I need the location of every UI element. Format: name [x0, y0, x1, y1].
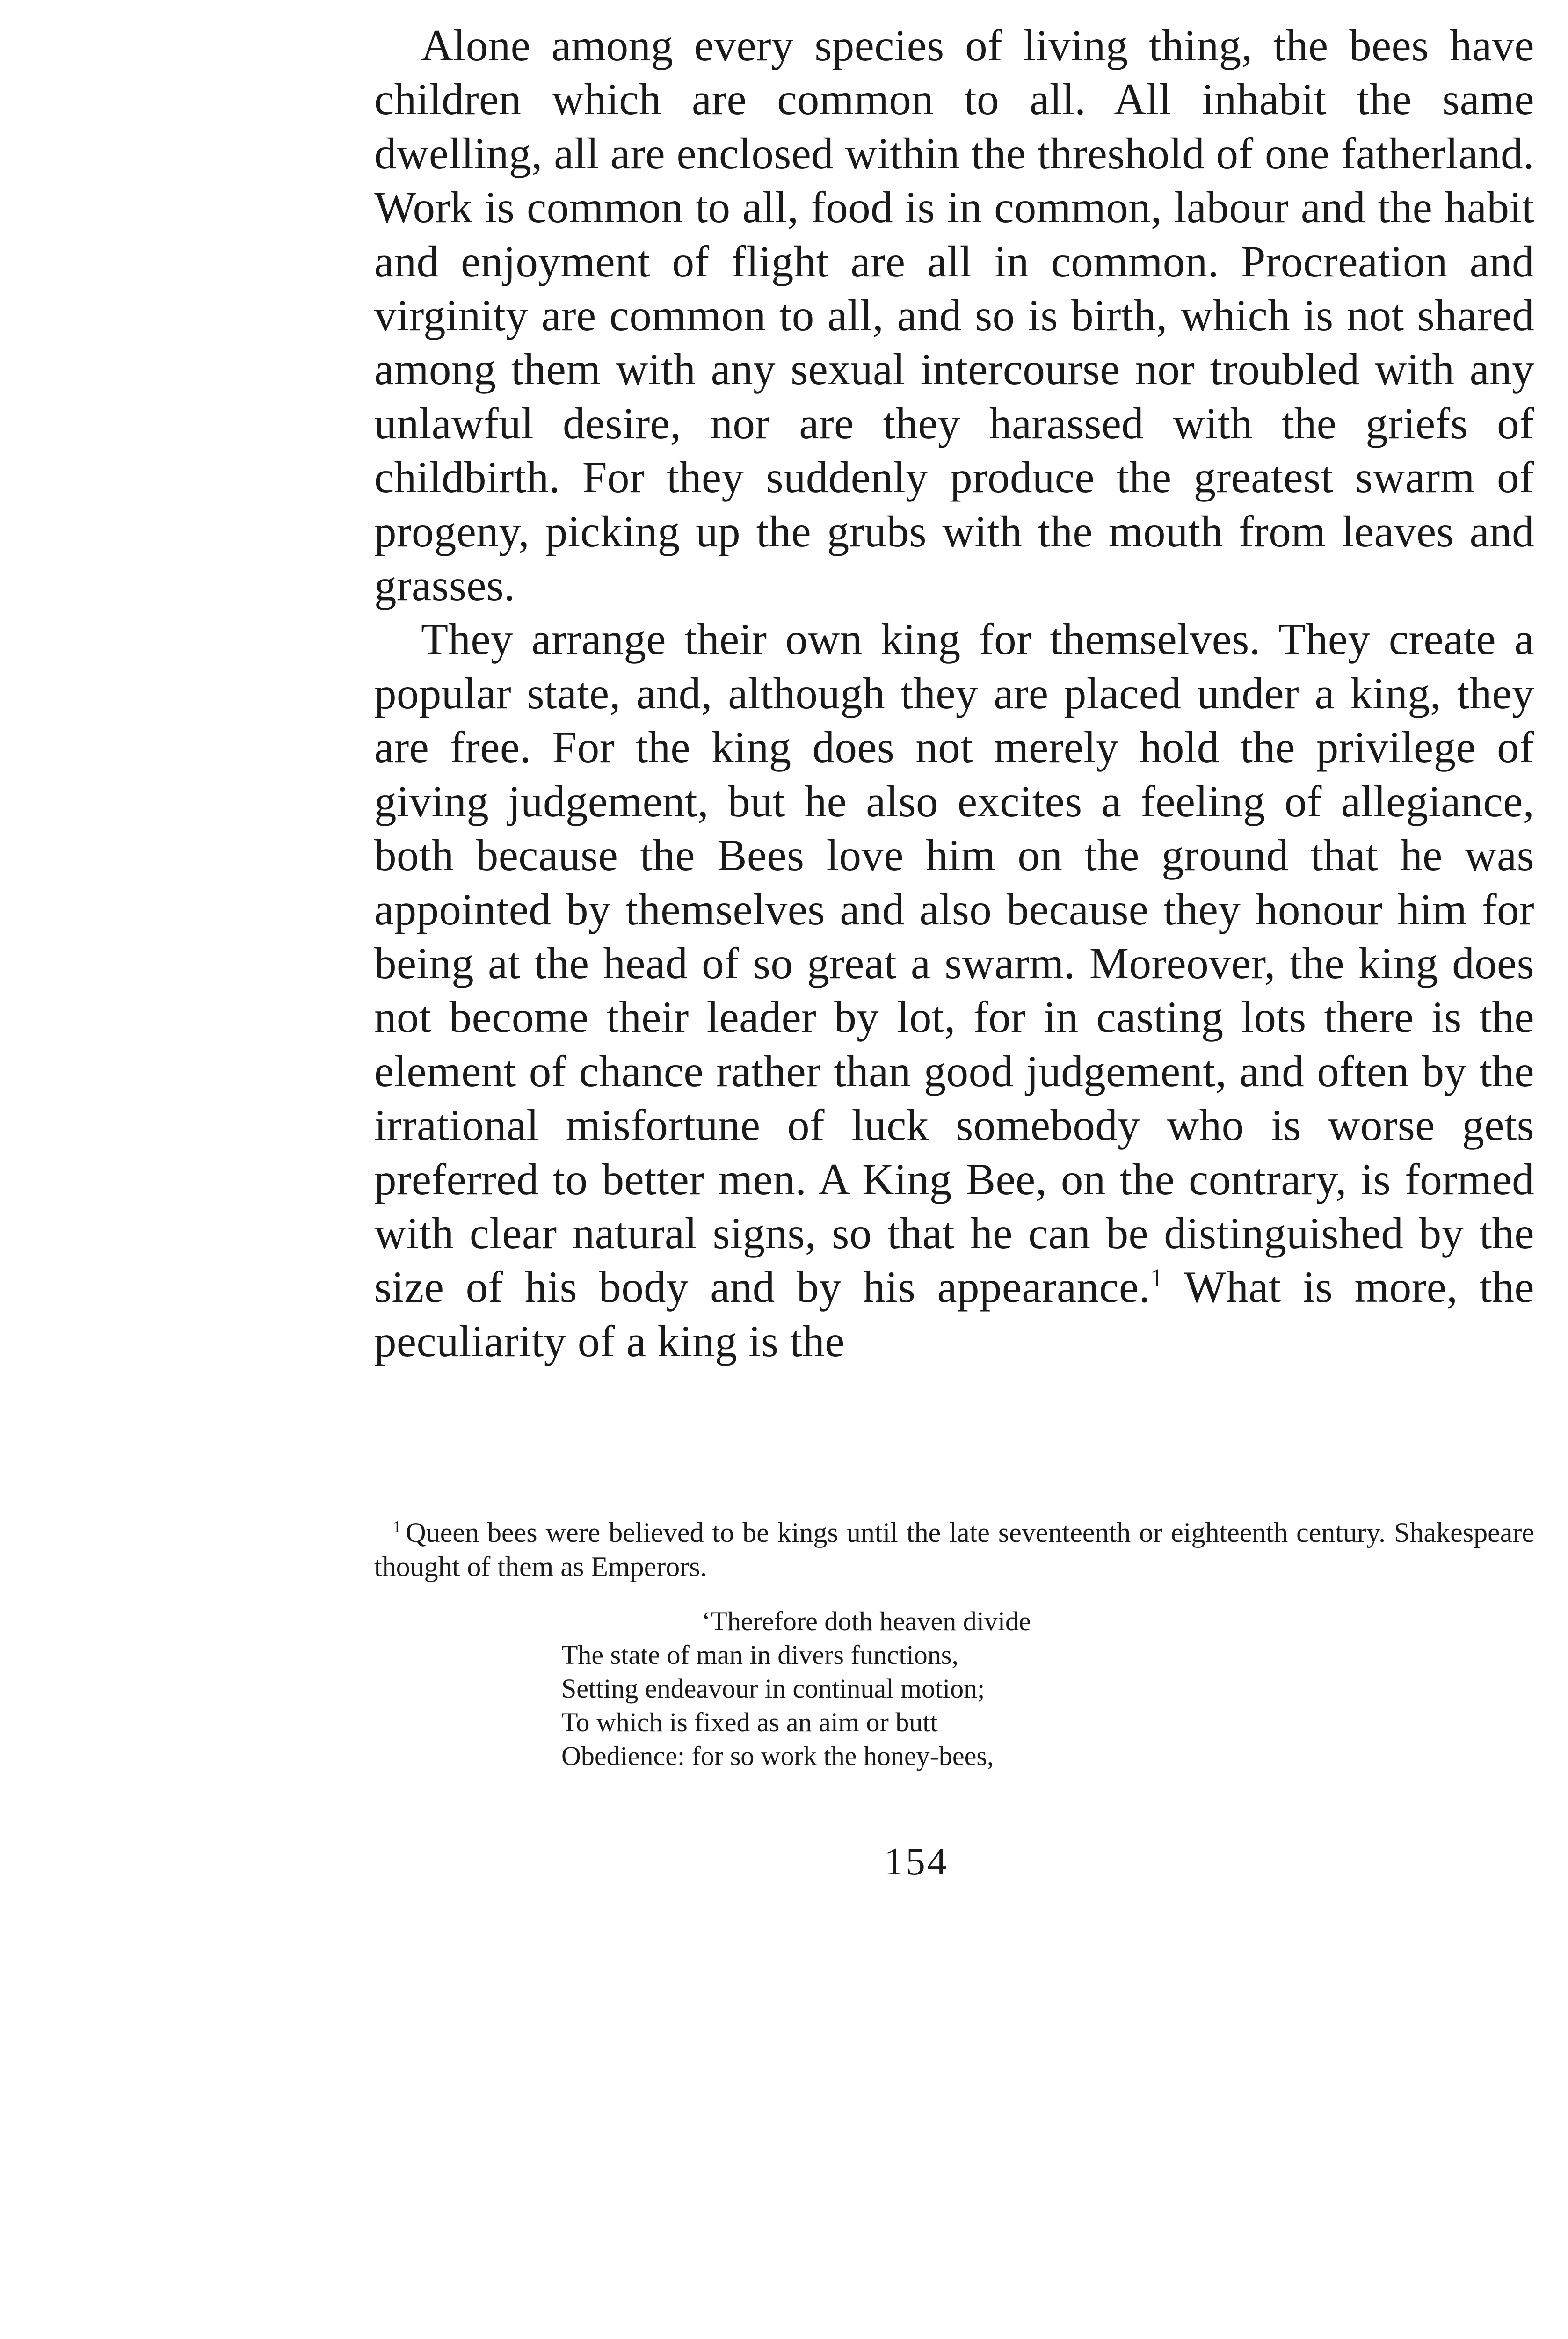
paragraph-2-text: They arrange their own king for themselves. They create a popular state, and, although they are placed under a king, they are free. For the king does not merely hold the privilege of giving judgement, but he also excites a feeling of allegiance, both because the Bees love him on the ground that he was appointed by themselves and also because they honour him for being at the head of so great a swarm. Moreover, the king does not become their leader by lot, for in casting lots there is the element of chance rather than good judgement, and often by the irrational misfortune of luck somebody who is worse gets preferred to better men. A King Bee, on the contrary, is formed with clear natural signs, so that he can be distinguished by the size of his body and by his appearance. — [374, 614, 1534, 1312]
verse-line: Setting endeavour in continual motion; — [561, 1673, 985, 1704]
verse-quotation — [561, 1605, 1263, 1773]
paragraph-1-text: Alone among every species of living thing, the bees have children which are common to all. All inhabit the same dwelling, all are enclosed within the threshold of one fatherland. Work is common to all, food is in common, labour and the habit and enjoyment of flight are all in common. Procreation and virginity are common to all, and so is birth, which is not shared among them with any sexual intercourse nor troubled with any unlawful desire, nor are they harassed with the griefs of childbirth. For they suddenly produce the greatest swarm of progeny, picking up the grubs with the mouth from leaves and grasses. — [374, 21, 1534, 610]
paragraph-2 — [374, 612, 1534, 1368]
paragraph-1 — [374, 19, 1534, 612]
paragraph-2-continuation: What is more, the peculiarity of a king is the — [374, 1262, 1534, 1366]
footnote — [374, 1516, 1534, 1584]
verse-line: To which is fixed as an aim or butt — [561, 1707, 938, 1737]
footnote-text: Queen bees were believed to be kings until the late seventeenth or eighteenth century. Shakespeare thought of them as Emperors. — [374, 1517, 1534, 1582]
footnote-reference: 1 — [1150, 1264, 1163, 1293]
page-number: 154 — [884, 1840, 949, 1883]
main-text — [374, 19, 1534, 1368]
verse-line: Obedience: for so work the honey-bees, — [561, 1741, 994, 1771]
verse-line: The state of man in divers functions, — [561, 1640, 958, 1670]
verse-line: ‘Therefore doth heaven divide — [702, 1606, 1031, 1636]
footnote-marker: 1 — [393, 1518, 401, 1536]
